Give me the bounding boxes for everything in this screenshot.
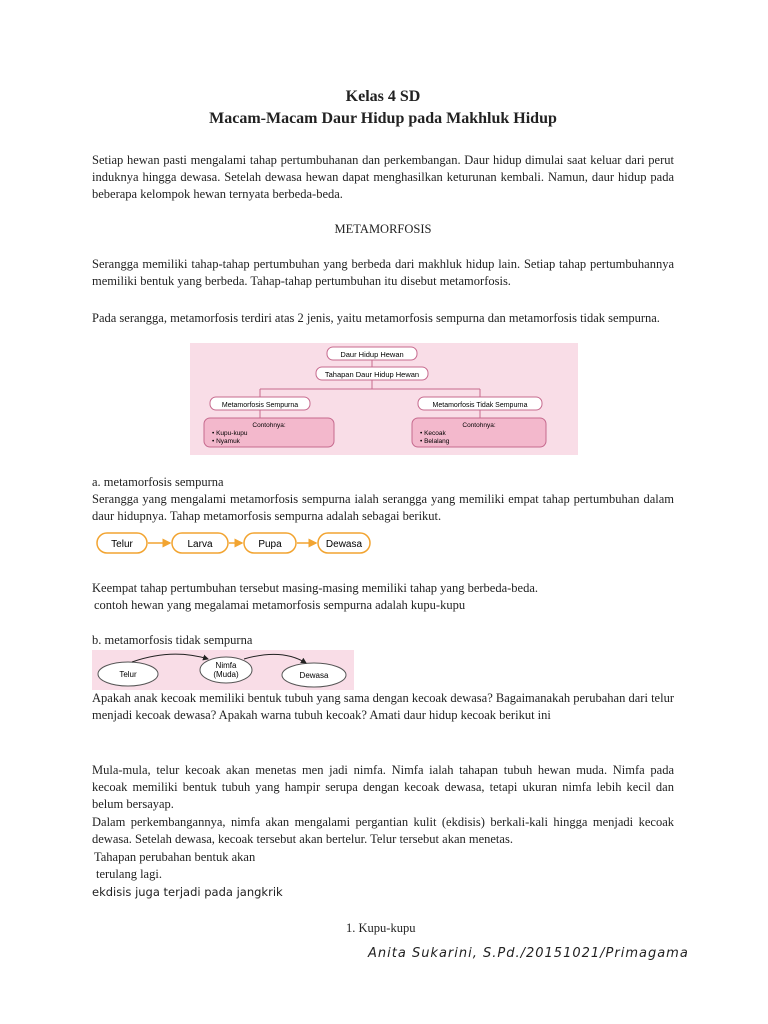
blob-nimfa-sub: (Muda) — [213, 670, 239, 679]
right-examples-label: Contohnya: — [462, 422, 496, 429]
stage-label: Tahapan Daur Hidup Hewan — [324, 370, 420, 379]
blob-nimfa-label: Nimfa — [215, 661, 237, 670]
sub-a-line-1: Keempat tahap pertumbuhan tersebut masing-masing memiliki tahap yang berbeda-beda. — [92, 581, 539, 595]
list-item-1: 1. Kupu-kupu — [346, 921, 416, 935]
left-example-2: • Nyamuk — [212, 438, 240, 445]
left-examples-label: Contohnya: — [252, 422, 286, 429]
blob-telur-label: Telur — [119, 670, 137, 679]
incomplete-metamorphosis-flow — [92, 650, 354, 690]
right-example-1: • Kecoak — [420, 430, 446, 437]
main-title: Macam-Macam Daur Hidup pada Makhluk Hidup — [209, 110, 557, 127]
stage-pupa-label: Pupa — [258, 539, 282, 550]
author-footer: Anita Sukarini, S.Pd./20151021/Primagama — [368, 946, 689, 961]
sub-a-title: a. metamorfosis sempurna — [92, 475, 224, 489]
complete-metamorphosis-flow — [96, 530, 372, 556]
left-title: Metamorfosis Sempurna — [221, 402, 299, 409]
question-paragraph: Apakah anak kecoak memiliki bentuk tubuh yang sama dengan kecoak dewasa? Bagaimanakah perubahan dari telur menjadi kecoak dewasa? Apakah warna tubuh kecoak? Amati daur hidup kecoak berikut ini — [92, 691, 674, 722]
sub-a-paragraph: Serangga yang mengalami metamorfosis sempurna ialah serangga yang memiliki empat tahap pertumbuhan dalam daur hidupnya. Tahap metamorfosis sempurna adalah sebagai berikut. — [92, 492, 674, 523]
sub-b-title: b. metamorfosis tidak sempurna — [92, 633, 253, 647]
insects-paragraph: Serangga memiliki tahap-tahap pertumbuhan yang berbeda dari makhluk hidup lain. Setiap tahap pertumbuhannya memiliki bentuk yang berbeda. Tahap-tahap pertumbuhan itu disebut metamorfosis. — [92, 257, 674, 288]
molt-paragraph: Dalam perkembangannya, nimfa akan mengalami pergantian kulit (ekdisis) berkali-kali hingga menjadi kecoak dewasa. Setelah dewasa, kecoak tersebut akan bertelur. Telur tersebut akan menetas. — [92, 815, 674, 846]
stage-telur-label: Telur — [111, 539, 133, 550]
nymph-paragraph: Mula-mula, telur kecoak akan menetas men jadi nimfa. Nimfa ialah tahapan tubuh hewan muda. Nimfa pada kecoak memiliki bentuk tubuh yang hampir serupa dengan kecoak dewasa, tetapi ukuran nimfa lebih kecil dan belum bersayap. — [92, 763, 674, 811]
stage-dewasa-label: Dewasa — [325, 539, 363, 550]
cricket-line: ekdisis juga terjadi pada jangkrik — [92, 885, 283, 899]
section-heading: METAMORFOSIS — [334, 222, 432, 236]
class-title: Kelas 4 SD — [345, 88, 421, 105]
types-paragraph: Pada serangga, metamorfosis terdiri atas 2 jenis, yaitu metamorfosis sempurna dan metamorfosis tidak sempurna. — [92, 311, 660, 325]
root-label: Daur Hidup Hewan — [340, 350, 404, 359]
right-title: Metamorfosis Tidak Sempurna — [432, 402, 528, 409]
stage-larva-label: Larva — [187, 539, 213, 550]
right-example-2: • Belalang — [420, 438, 450, 445]
sub-a-line-2: contoh hewan yang megalamai metamorfosis sempurna adalah kupu-kupu — [94, 598, 466, 612]
blob-dewasa-label: Dewasa — [299, 671, 329, 680]
life-cycle-hierarchy-diagram — [190, 343, 578, 455]
left-example-1: • Kupu-kupu — [212, 430, 248, 437]
repeat-line: terulang lagi. — [96, 867, 162, 881]
stage-line: Tahapan perubahan bentuk akan — [94, 850, 256, 864]
intro-paragraph: Setiap hewan pasti mengalami tahap pertumbuhanan dan perkembangan. Daur hidup dimulai saat keluar dari perut induknya hingga dewasa. Setelah dewasa hewan dapat menghasilkan keturunan kembali. Namun, daur hidup pada beberapa kelompok hewan ternyata berbeda-beda. — [92, 153, 674, 201]
